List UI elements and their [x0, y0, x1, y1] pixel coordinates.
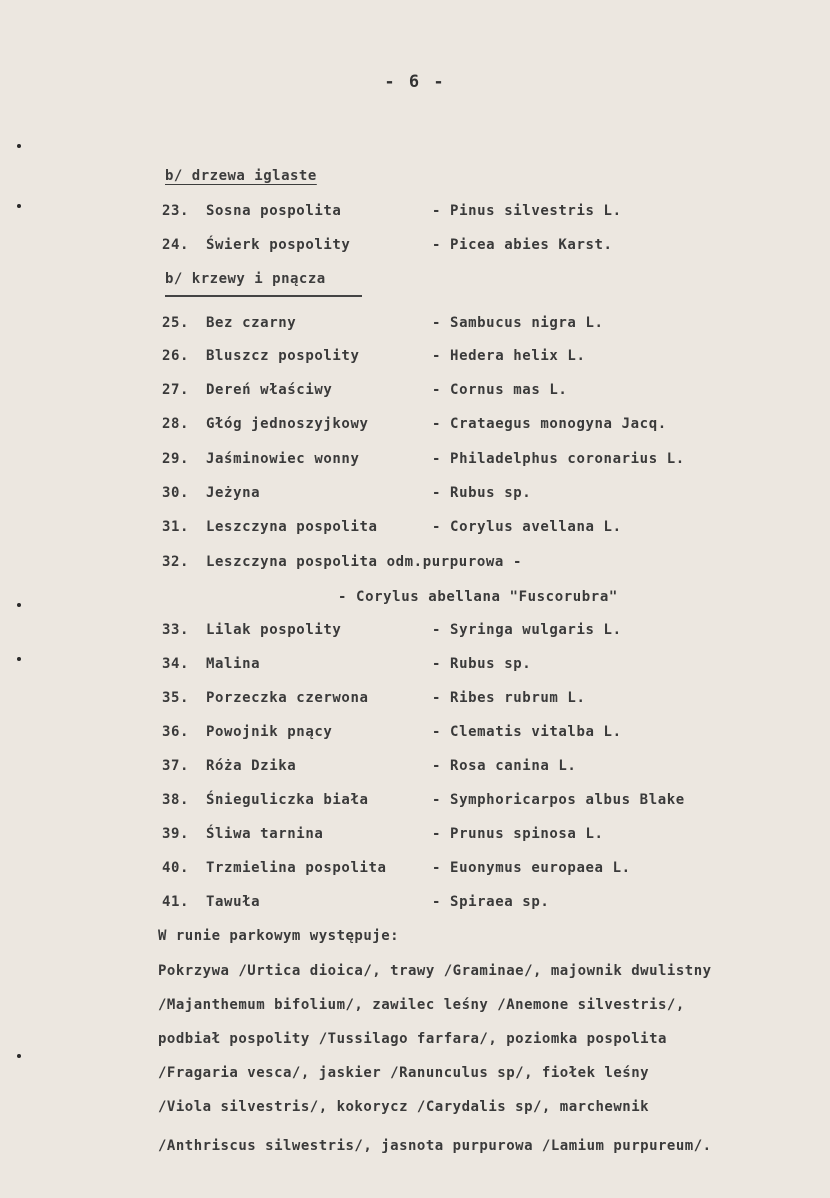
species-polish-name: Porzeczka czerwona — [206, 690, 369, 706]
margin-dot — [17, 657, 21, 661]
species-polish-name: Lilak pospolity — [206, 622, 342, 638]
species-number: 41. — [162, 894, 190, 910]
paragraph-line: /Majanthemum bifolium/, zawilec leśny /Anemone silvestris/, — [158, 997, 685, 1013]
species-number: 28. — [162, 416, 190, 432]
species-polish-name: Leszczyna pospolita — [206, 519, 378, 535]
species-latin-name: - Philadelphus coronarius L. — [432, 451, 685, 467]
species-number: 33. — [162, 622, 190, 638]
species-polish-name: Głóg jednoszyjkowy — [206, 416, 369, 432]
species-row — [162, 237, 802, 259]
species-polish-name: Powojnik pnący — [206, 724, 333, 740]
species-latin-name: - Prunus spinosa L. — [432, 826, 604, 842]
margin-dot — [17, 603, 21, 607]
heading-underline — [165, 295, 362, 297]
species-number: 40. — [162, 860, 190, 876]
section-heading-shrubs: b/ krzewy i pnącza — [165, 271, 326, 287]
species-row — [162, 758, 802, 780]
species-polish-name: Bez czarny — [206, 315, 297, 331]
species-number: 34. — [162, 656, 190, 672]
species-row — [162, 485, 802, 507]
margin-dot — [17, 144, 21, 148]
species-latin-continuation: - Corylus abellana "Fuscorubra" — [338, 589, 618, 605]
species-row — [162, 724, 802, 746]
species-number: 37. — [162, 758, 190, 774]
species-latin-name: - Symphoricarpos albus Blake — [432, 792, 685, 808]
species-latin-name: - Hedera helix L. — [432, 348, 586, 364]
species-polish-name: Bluszcz pospolity — [206, 348, 360, 364]
page-number: - 6 - — [384, 72, 446, 92]
species-polish-name: Malina — [206, 656, 261, 672]
species-row — [162, 656, 802, 678]
species-number: 27. — [162, 382, 190, 398]
species-row — [162, 315, 802, 337]
species-polish-name: Śliwa tarnina — [206, 826, 324, 842]
species-latin-name: - Rosa canina L. — [432, 758, 577, 774]
species-row — [162, 554, 802, 576]
species-polish-name: Tawuła — [206, 894, 261, 910]
species-row — [162, 826, 802, 848]
species-number: 30. — [162, 485, 190, 501]
species-polish-name: Róża Dzika — [206, 758, 297, 774]
species-row — [162, 894, 802, 916]
species-number: 38. — [162, 792, 190, 808]
species-latin-name: - Sambucus nigra L. — [432, 315, 604, 331]
species-latin-name: - Clematis vitalba L. — [432, 724, 622, 740]
paragraph-intro: W runie parkowym występuje: — [158, 928, 400, 944]
section-heading-conifers: b/ drzewa iglaste — [165, 168, 317, 184]
paragraph-line: podbiał pospolity /Tussilago farfara/, poziomka pospolita — [158, 1031, 667, 1047]
species-latin-name: - Rubus sp. — [432, 656, 532, 672]
species-latin-name: - Corylus avellana L. — [432, 519, 622, 535]
species-latin-name: - Rubus sp. — [432, 485, 532, 501]
species-polish-name: Jaśminowiec wonny — [206, 451, 360, 467]
species-polish-name: Dereń właściwy — [206, 382, 333, 398]
species-number: 24. — [162, 237, 190, 253]
species-polish-name: Leszczyna pospolita odm.purpurowa - — [206, 554, 523, 570]
margin-dot — [17, 1054, 21, 1058]
species-latin-name: - Cornus mas L. — [432, 382, 568, 398]
paragraph-line: /Viola silvestris/, kokorycz /Carydalis sp/, marchewnik — [158, 1099, 650, 1115]
species-row — [162, 622, 802, 644]
species-number: 29. — [162, 451, 190, 467]
species-polish-name: Jeżyna — [206, 485, 261, 501]
species-number: 35. — [162, 690, 190, 706]
species-polish-name: Śnieguliczka biała — [206, 792, 369, 808]
species-row — [162, 519, 802, 541]
species-number: 36. — [162, 724, 190, 740]
species-number: 32. — [162, 554, 190, 570]
species-latin-name: - Ribes rubrum L. — [432, 690, 586, 706]
species-latin-name: - Syringa wulgaris L. — [432, 622, 622, 638]
species-number: 31. — [162, 519, 190, 535]
species-latin-name: - Crataegus monogyna Jacq. — [432, 416, 667, 432]
paragraph-line: Pokrzywa /Urtica dioica/, trawy /Graminae/, majownik dwulistny — [158, 963, 712, 979]
margin-dot — [17, 204, 21, 208]
species-latin-name: - Spiraea sp. — [432, 894, 550, 910]
species-row — [162, 690, 802, 712]
species-number: 25. — [162, 315, 190, 331]
species-row — [162, 203, 802, 225]
species-row — [162, 416, 802, 438]
species-polish-name: Trzmielina pospolita — [206, 860, 387, 876]
species-number: 23. — [162, 203, 190, 219]
species-row — [162, 860, 802, 882]
species-latin-name: - Euonymus europaea L. — [432, 860, 631, 876]
species-row — [162, 792, 802, 814]
species-number: 39. — [162, 826, 190, 842]
species-number: 26. — [162, 348, 190, 364]
species-row — [162, 451, 802, 473]
species-polish-name: Sosna pospolita — [206, 203, 342, 219]
species-row — [162, 348, 802, 370]
species-polish-name: Świerk pospolity — [206, 237, 351, 253]
paragraph-line: /Anthriscus silwestris/, jasnota purpurowa /Lamium purpureum/. — [158, 1138, 712, 1154]
species-latin-name: - Pinus silvestris L. — [432, 203, 622, 219]
species-row — [162, 382, 802, 404]
species-latin-name: - Picea abies Karst. — [432, 237, 613, 253]
paragraph-line: /Fragaria vesca/, jaskier /Ranunculus sp/, fiołek leśny — [158, 1065, 650, 1081]
